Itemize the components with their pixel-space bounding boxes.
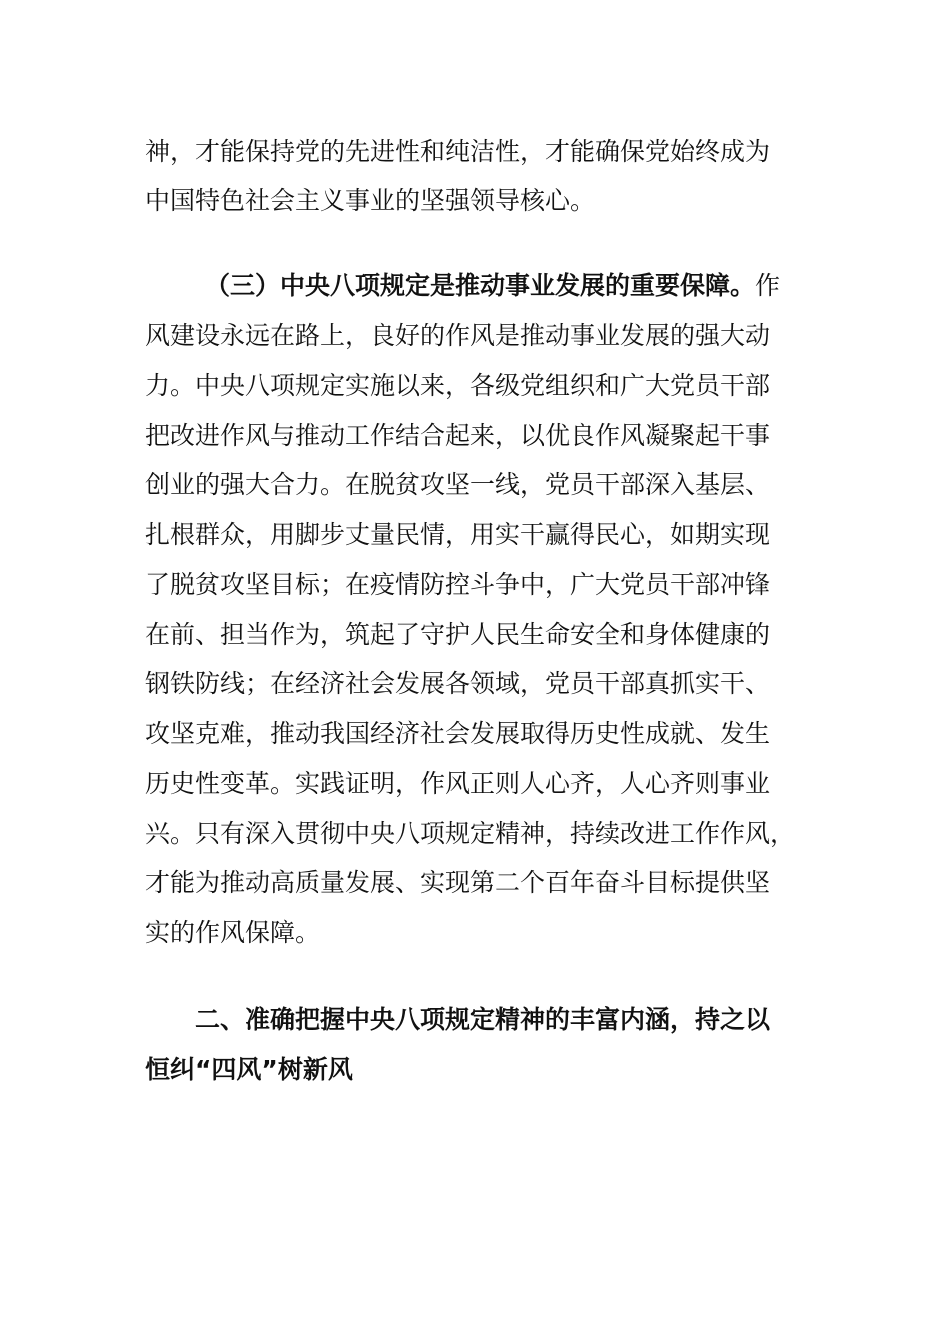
paragraph-line: 中国特色社会主义事业的坚强领导核心。: [145, 186, 596, 215]
section-heading-line: 恒纠“四风”树新风: [145, 1055, 353, 1084]
paragraph-line: 在前、担当作为，筑起了守护人民生命安全和身体健康的: [145, 620, 771, 649]
paragraph-line: 才能为推动高质量发展、实现第二个百年奋斗目标提供坚: [145, 868, 771, 897]
paragraph-first-line: [205, 268, 780, 304]
section-heading-line: 二、准确把握中央八项规定精神的丰富内涵，持之以: [195, 1005, 771, 1034]
paragraph-line: 扎根群众，用脚步丈量民情，用实干赢得民心，如期实现: [145, 520, 771, 549]
paragraph-line: 历史性变革。实践证明，作风正则人心齐，人心齐则事业: [145, 769, 771, 798]
paragraph-line: 钢铁防线；在经济社会发展各领域，党员干部真抓实干、: [145, 669, 771, 698]
paragraph-line: 把改进作风与推动工作结合起来，以优良作风凝聚起干事: [145, 421, 771, 450]
subsection-heading: （三）中央八项规定是推动事业发展的重要保障。: [205, 271, 756, 300]
paragraph-line: 神，才能保持党的先进性和纯洁性，才能确保党始终成为: [145, 137, 771, 166]
paragraph-line: 攻坚克难，推动我国经济社会发展取得历史性成就、发生: [145, 719, 771, 748]
paragraph-line: 实的作风保障。: [145, 918, 321, 947]
paragraph-line: 风建设永远在路上，良好的作风是推动事业发展的强大动: [145, 321, 771, 350]
paragraph-line: 创业的强大合力。在脱贫攻坚一线，党员干部深入基层、: [145, 470, 771, 499]
paragraph-line: 力。中央八项规定实施以来，各级党组织和广大党员干部: [145, 371, 771, 400]
paragraph-line: 了脱贫攻坚目标；在疫情防控斗争中，广大党员干部冲锋: [145, 570, 771, 599]
paragraph-text: 作: [755, 271, 781, 300]
paragraph-line: 兴。只有深入贯彻中央八项规定精神，持续改进工作作风，: [145, 819, 796, 848]
